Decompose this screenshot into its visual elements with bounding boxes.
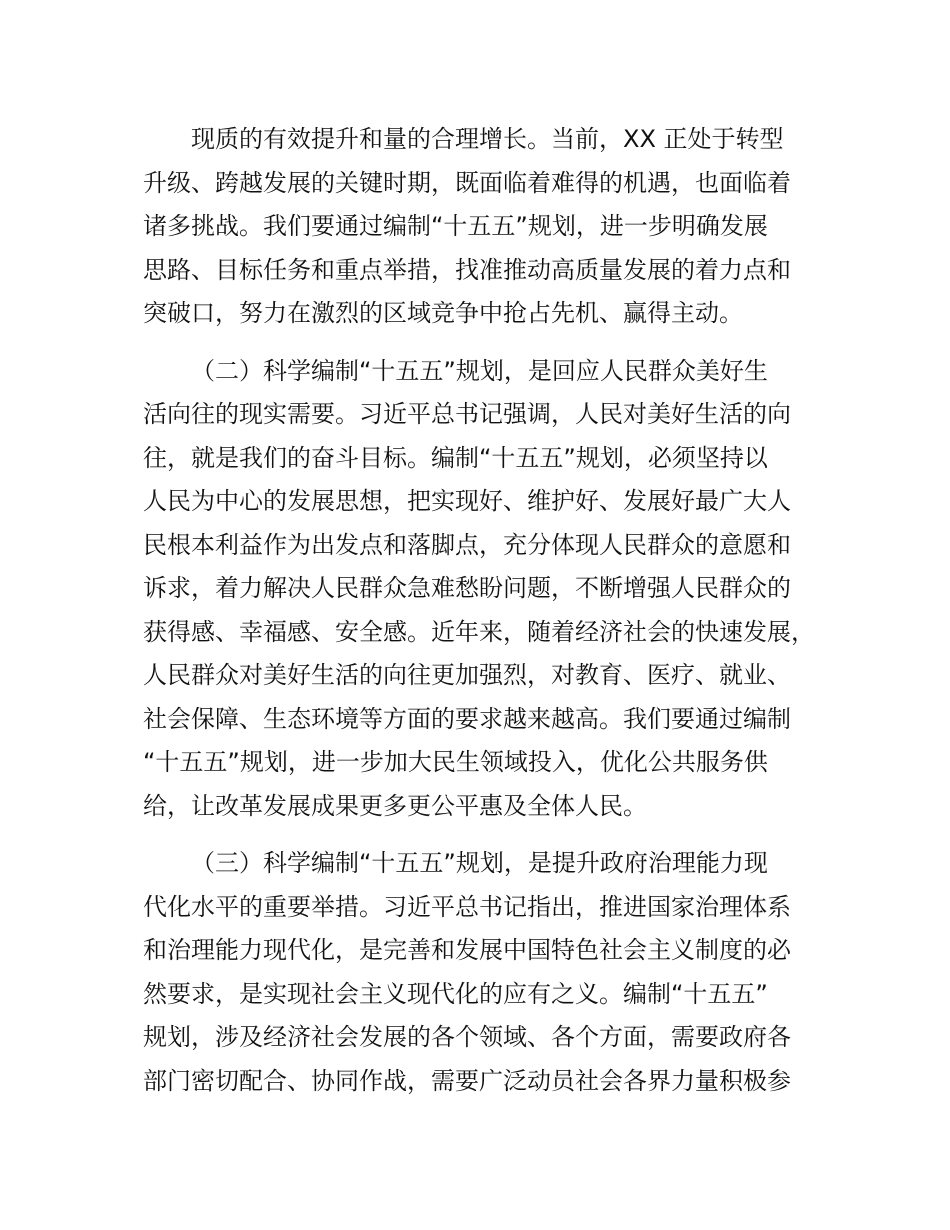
- text-line: 代化水平的重要举措。习近平总书记指出，推进国家治理体系: [143, 892, 791, 921]
- text-line: “十五五”规划，进一步加大民生领域投入，优化公共服务供: [143, 748, 768, 776]
- text-line: 诉求，着力解决人民群众急难愁盼问题，不断增强人民群众的: [143, 574, 791, 602]
- text-line: （二）科学编制“十五五”规划，是回应人民群众美好生: [191, 356, 768, 385]
- text-line: 突破口，努力在激烈的区域竞争中抢占先机、赢得主动。: [143, 299, 743, 327]
- text-line: 给，让改革发展成果更多更公平惠及全体人民。: [143, 791, 647, 820]
- text-line: 获得感、幸福感、安全感。近年来，随着经济社会的快速发展，: [143, 617, 815, 646]
- text-line: 升级、跨越发展的关键时期，既面临着难得的机遇，也面临着: [143, 168, 791, 197]
- paragraph-2: [143, 350, 823, 829]
- text-line: 部门密切配合、协同作战，需要广泛动员社会各界力量积极参: [143, 1066, 791, 1095]
- text-line: 思路、目标任务和重点举措，找准推动高质量发展的着力点和: [143, 255, 791, 284]
- text-line: 诸多挑战。我们要通过编制“十五五”规划，进一步明确发展: [143, 212, 768, 240]
- text-line: 民根本利益作为出发点和落脚点，充分体现人民群众的意愿和: [143, 530, 791, 559]
- text-line: 社会保障、生态环境等方面的要求越来越高。我们要通过编制: [143, 704, 791, 733]
- paragraph-3: [143, 842, 823, 1103]
- text-line: 活向往的现实需要。习近平总书记强调，人民对美好生活的向: [143, 400, 791, 428]
- text-line: 人民为中心的发展思想，把实现好、维护好、发展好最广大人: [143, 487, 791, 515]
- text-line: 现质的有效提升和量的合理增长。当前，XX 正处于转型: [191, 125, 784, 153]
- text-line: 人民群众对美好生活的向往更加强烈，对教育、医疗、就业、: [143, 661, 791, 689]
- text-line: 往，就是我们的奋斗目标。编制“十五五”规划，必须坚持以: [143, 443, 768, 472]
- text-line: （三）科学编制“十五五”规划，是提升政府治理能力现: [191, 849, 768, 877]
- text-line: 和治理能力现代化，是完善和发展中国特色社会主义制度的必: [143, 936, 791, 964]
- text-line: 规划，涉及经济社会发展的各个领域、各个方面，需要政府各: [143, 1023, 791, 1051]
- text-line: 然要求，是实现社会主义现代化的应有之义。编制“十五五”: [143, 979, 768, 1008]
- paragraph-1: [143, 118, 823, 336]
- document-body: [143, 118, 823, 1117]
